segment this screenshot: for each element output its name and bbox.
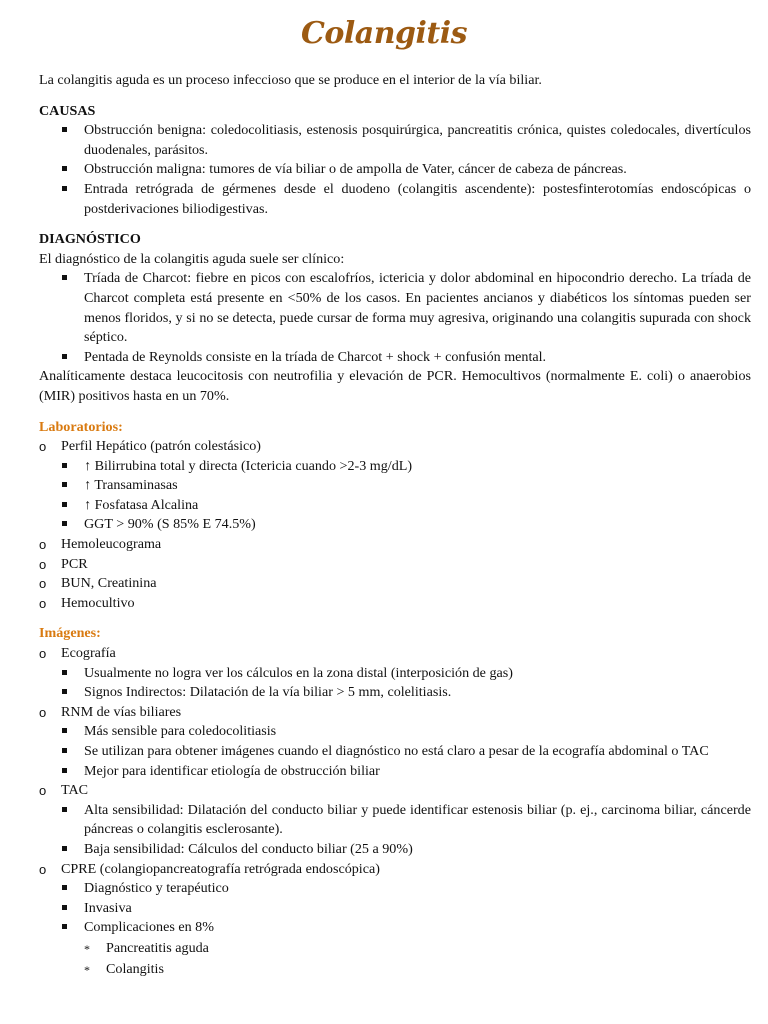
causas-list bbox=[39, 121, 751, 219]
list-item: ↑ Transaminasas bbox=[39, 476, 751, 496]
list-item: o BUN, Creatinina bbox=[39, 574, 751, 594]
list-item: o Hemoleucograma bbox=[39, 535, 751, 555]
causas-heading: CAUSAS bbox=[39, 102, 96, 119]
intro-paragraph: La colangitis aguda es un proceso infeccioso que se produce en el interior de la vía biliar. bbox=[39, 72, 542, 88]
list-item: * Colangitis bbox=[39, 959, 751, 980]
laboratorios-heading: Laboratorios: bbox=[39, 418, 123, 435]
list-item: Complicaciones en 8% bbox=[39, 918, 751, 938]
list-item: Diagnóstico y terapéutico bbox=[39, 879, 751, 899]
analitica-paragraph: Analíticamente destaca leucocitosis con neutrofilia y elevación de PCR. Hemocultivos (normalmente E. coli) o anaerobios (MIR) positivos hasta en un 70%. bbox=[39, 368, 751, 404]
imagenes-heading: Imágenes: bbox=[39, 625, 101, 642]
list-item: o Hemocultivo bbox=[39, 594, 751, 614]
list-item: Tríada de Charcot: fiebre en picos con escalofríos, ictericia y dolor abdominal en hipocondrio derecho. La tríada de Charcot completa está presente en <50% de los casos. En pacientes ancianos y diabéticos los síntomas pueden ser menos floridos, y si no se detecta, puede cursar de forma muy agresiva, originando una colangitis supurada con shock séptico. bbox=[39, 269, 751, 347]
page-title: Colangitis bbox=[300, 16, 468, 51]
list-item: Alta sensibilidad: Dilatación del conducto biliar y puede identificar estenosis biliar (p. ej., carcinoma biliar, cáncerde páncreas o colangitis esclerosante). bbox=[39, 801, 751, 840]
imagenes-list bbox=[39, 644, 751, 980]
list-item: Baja sensibilidad: Cálculos del conducto biliar (25 a 90%) bbox=[39, 840, 751, 860]
list-item bbox=[39, 437, 751, 457]
list-item: Obstrucción maligna: tumores de vía biliar o de ampolla de Vater, cáncer de cabeza de páncreas. bbox=[39, 160, 751, 180]
perfil-hepatico-label: Perfil Hepático (patrón colestásico) bbox=[61, 438, 261, 455]
list-item: o TAC bbox=[39, 781, 751, 801]
list-item: o CPRE (colangiopancreatografía retrógrada endoscópica) bbox=[39, 860, 751, 880]
diagnostico-heading: DIAGNÓSTICO bbox=[39, 231, 141, 248]
list-item: Invasiva bbox=[39, 899, 751, 919]
list-item: ↑ Fosfatasa Alcalina bbox=[39, 496, 751, 516]
list-item: * Pancreatitis aguda bbox=[39, 938, 751, 959]
list-item: Mejor para identificar etiología de obstrucción biliar bbox=[39, 762, 751, 782]
list-item: Más sensible para coledocolitiasis bbox=[39, 722, 751, 742]
list-item: Pentada de Reynolds consiste en la tríada de Charcot + shock + confusión mental. bbox=[39, 348, 751, 368]
laboratorios-list bbox=[39, 437, 751, 613]
list-item: Obstrucción benigna: coledocolitiasis, estenosis posquirúrgica, pancreatitis crónica, quistes coledocales, divertículos duodenales, parásitos. bbox=[39, 121, 751, 160]
list-item: Entrada retrógrada de gérmenes desde el duodeno (colangitis ascendente): postesfinterotomías endoscópicas o postderivaciones biliodigestivas. bbox=[39, 180, 751, 219]
diagnostico-intro: El diagnóstico de la colangitis aguda suele ser clínico: bbox=[39, 250, 345, 267]
list-item: GGT > 90% (S 85% E 74.5%) bbox=[39, 515, 751, 535]
list-item: o Ecografía bbox=[39, 644, 751, 664]
document-body bbox=[39, 71, 751, 980]
list-item: Se utilizan para obtener imágenes cuando el diagnóstico no está claro a pesar de la ecografía abdominal o TAC bbox=[39, 742, 751, 762]
list-item: Signos Indirectos: Dilatación de la vía biliar > 5 mm, colelitiasis. bbox=[39, 683, 751, 703]
list-item: Usualmente no logra ver los cálculos en la zona distal (interposición de gas) bbox=[39, 664, 751, 684]
list-item: o PCR bbox=[39, 555, 751, 575]
diagnostico-list bbox=[39, 269, 751, 367]
list-item: o RNM de vías biliares bbox=[39, 703, 751, 723]
list-item: ↑ Bilirrubina total y directa (Ictericia cuando >2-3 mg/dL) bbox=[39, 457, 751, 477]
